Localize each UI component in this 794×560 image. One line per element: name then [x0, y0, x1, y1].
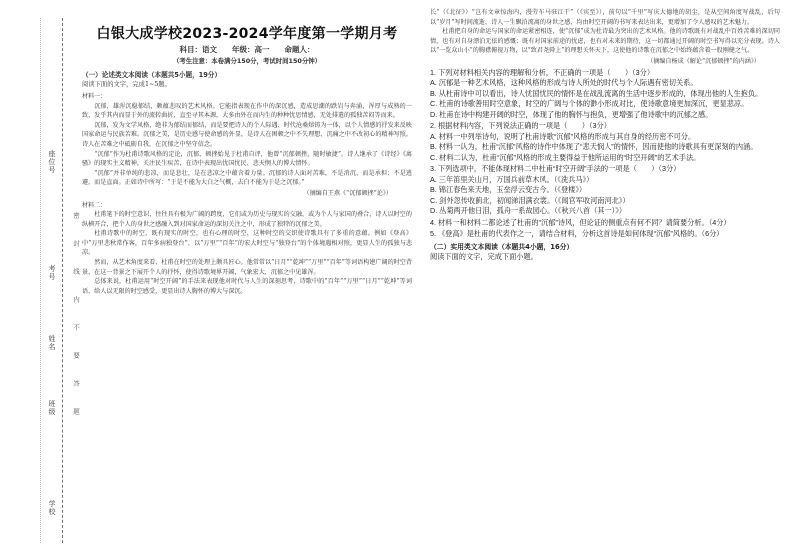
material-paragraph: 长”（《北征》）“岂有文章惊海内，漫劳车马驻江干”（《宾至》），前句以“千里”写庆大德地的胡尘，是从空间角度写战乱，后句以“岁月”写时间流逝，诗人一生飘泊流离的身世之感，均由时空开阔的书写来表达出来，更增加了令人感叹的艺术魅力。	[430, 9, 780, 26]
seal-word: 线	[72, 268, 80, 275]
question-option: C. 剑外忽传收蓟北，初闻涕泪满衣裳。（《闻官军收河南河北》）	[430, 195, 630, 205]
question-option: B. 锦江春色来天地，玉垒浮云变古今。（《登楼》）	[430, 185, 587, 195]
question-item	[430, 68, 780, 121]
material-label: 材料二：	[82, 201, 107, 209]
material-paragraph: “沉郁”并非单纯的悲凉，而是悲壮，是在悲凉之中蕴含着力量。沉郁的诗人面对苦难，不是消沉，而是承担；不是逃避，而是直面。正如诗中所写：“于是不能为大白之气概，去白不能为于是之沉郁。”	[82, 169, 412, 187]
section-heading: （二）实用类文本阅读（本题共4小题，16分）	[430, 242, 574, 251]
question-option: C. 杜甫的诗歌善用时空意象，时空的广阔与个体的渺小形成对比，使诗歌意境更加深沉，更显悲凉。	[430, 99, 749, 109]
seal-line	[62, 18, 63, 543]
section-instruction: 阅读下面的文字，完成下面小题。	[430, 252, 538, 262]
question-stem: 2. 根据材料内容，下列说法正确的一项是（ ）（3分）	[430, 121, 611, 131]
exam-subtitle: 科目：语文 年级：高一 命题人：	[179, 44, 315, 54]
binding-label-school: 学校	[48, 500, 56, 516]
seal-word: 要	[72, 352, 80, 359]
page-title: 白银大成学校2023-2024学年度第一学期月考	[96, 26, 398, 42]
inner-line	[40, 18, 41, 543]
question-item	[430, 229, 780, 240]
seal-word: 不	[72, 324, 80, 331]
seal-word: 封	[72, 240, 80, 247]
question-stem: 5. 《登高》是杜甫的代表作之一，请结合材料，分析这首诗是如何体现“沉郁”风格的。（6分）	[430, 229, 724, 239]
material-paragraph: 然而，从艺术角度来看，杜甫在时空的处理上颇具匠心。他常常以“日月”“乾坤”“万里”“百年”等词语构建广阔的时空背景，在这一背景之下展开个人的抒怀，使得诗歌境界开阔，气象宏大，沉郁之中见雄浑。	[82, 259, 412, 276]
binding-label-exam-number: 考号	[48, 265, 56, 281]
material-source: （摘编自王燕《“沉郁顿挫”论》）	[303, 189, 392, 197]
material-paragraph: “沉郁”作为杜甫诗歌风格的定论，沉郁、顿挫始见于杜甫自评，他曾“沉郁顿挫，随时敏捷”。诗人继承了《诗经》《离骚》的现实主义精神，关注民生疾苦，在诗中表现出忧国忧民、悲天悯人的博大情怀。	[82, 150, 412, 168]
material-paragraph: 沉郁，发为文学风格，绝非为郁结而郁结，而是要把诗人的个人际遇、时代沧桑熔铸为一体，以个人情感的抒发来反映国家命运与民族苦难。沉郁之美，是历史感与使命感的外显，是诗人在困顿之中不失理想、沉痛之中不改初心的精神写照。诗人在苦难之中砥砺自我，在沉郁之中坚守信念。	[82, 121, 412, 148]
binding-label-seat: 座位号	[48, 150, 56, 174]
section-instruction: 阅读下面的文字，完成1~5题。	[82, 81, 171, 89]
question-stem: 1. 下列对材料相关内容的理解和分析，不正确的一项是（ ）（3分）	[430, 67, 655, 77]
material-source: （摘编自杨成《解论“沉郁顿挫”的内涵》）	[647, 57, 760, 65]
material-paragraph: 杜甫笔下的时空意识，往往具有极为广阔的跨度，它们或为历史与现实的交融，或为个人与家国的叠合，诗人以时空的纵横开合，把个人的身世之感融入到对国家命运的深切关注之中，形成了独特的沉郁之美。	[82, 211, 412, 228]
question-option: A. 三年笛里关山月，万国兵前草木风。（《洗兵马》）	[430, 174, 594, 184]
question-option: B. 从杜甫诗中可以看出，诗人忧国忧民的情怀是在战乱流离的生活中逐步形成的，体现出他的人生抱负。	[430, 88, 763, 98]
question-option: D. 杜甫在诗中构建开阔的时空，体现了他的胸怀与抱负，更增强了他诗歌中的沉郁之感。	[430, 109, 713, 119]
seal-word: 密	[72, 212, 80, 219]
question-option: A. 沉郁是一种艺术风格，这种风格的形成与诗人所处的时代与个人际遇有密切关系。	[430, 78, 698, 88]
seal-word: 内	[72, 296, 80, 303]
question-option: C. 材料二认为，杜甫“沉郁”风格的形成主要得益于他所运用的“时空开阔”的艺术手法。	[430, 152, 701, 162]
binding-margin	[0, 0, 82, 560]
seal-word: 题	[72, 408, 80, 415]
question-item	[430, 121, 780, 163]
question-list	[430, 68, 780, 263]
exam-notice: （考生注意：本卷满分150分，考试时间150分钟）	[172, 57, 322, 66]
binding-label-class: 班级	[48, 400, 56, 416]
question-option: D. 丛菊两开他日泪，孤舟一系故园心。（《秋兴八首（其一）》）	[430, 206, 627, 216]
binding-label-name: 姓名	[48, 335, 56, 351]
material-paragraph: 杜甫把自身的命运与国家的命运紧密相连，使“沉郁”成为杜诗最为突出的艺术风格。他的诗歌既有对战乱中百姓苦难的深切同情，也有对自身漂泊无依的感慨；既有对国家前途的忧虑，也有对未来的期待，这一切都通过开阔的时空书写得以充分表现。诗人以“一览众山小”的胸襟俯视万物，以“致君尧舜上”的理想关怀天下，这使他的诗歌在沉郁之中始终蕴含着一股刚健之气。	[430, 28, 780, 55]
material-paragraph: 沉郁，雄浑沉稳郁结，颇蕴悲叹的艺术风格。它能指表现在作中的深沉感，造成思潮的跌岩与奔涌，浑厚与成熟的一致，发乎其内而显于外的流转曲折，直至寻其本源，大多由外在而内生的种种忧思情感，无处排遣的孤独苦闷等而来。	[82, 102, 412, 120]
material-label: 材料一：	[82, 92, 107, 100]
question-stem: 4. 材料一和材料二都论述了杜甫的“沉郁”诗风，但论证的侧重点有何不同？请简要分析。（4分）	[430, 217, 731, 227]
material-paragraph: 总体来说，杜甫运用“时空开阔”的手法来表现他对时代与人生的深刻思考，诗歌中的“百年”“万里”“日月”“乾坤”等词语，给人以无限的时空感受，更显出诗人胸怀的博大与深沉。	[82, 278, 412, 295]
section-heading: （一）论述类文本阅读（本题共5小题，19分）	[82, 70, 222, 79]
seal-word: 答	[72, 380, 80, 387]
right-column	[430, 8, 780, 263]
question-stem: 3. 下列选项中，不能体现材料二中杜甫“时空开阔”手法的一项是（ ）（3分）	[430, 164, 681, 174]
question-item	[430, 164, 780, 217]
question-option: A. 材料一中列举诗句，说明了杜甫诗歌“沉郁”风格的形成与其自身的经历密不可分。	[430, 131, 696, 141]
question-item	[430, 218, 780, 229]
question-option: B. 材料一认为，杜甫“沉郁”风格的诗作中体现了“悲天悯人”的情怀，因而使他的诗歌具有更深刻的内涵。	[430, 142, 758, 152]
material-paragraph: 杜甫诗歌中的时空，既有现实的时空，也有心理的时空，这种时空的交织使诗歌具有了多重的意蕴。例如《登高》中“万里悲秋常作客，百年多病独登台”，以“万里”“百年”的宏大时空与“独登台”的个体境遇相对照，更显人生的孤独与悲凉。	[82, 230, 412, 257]
left-column	[82, 8, 412, 296]
